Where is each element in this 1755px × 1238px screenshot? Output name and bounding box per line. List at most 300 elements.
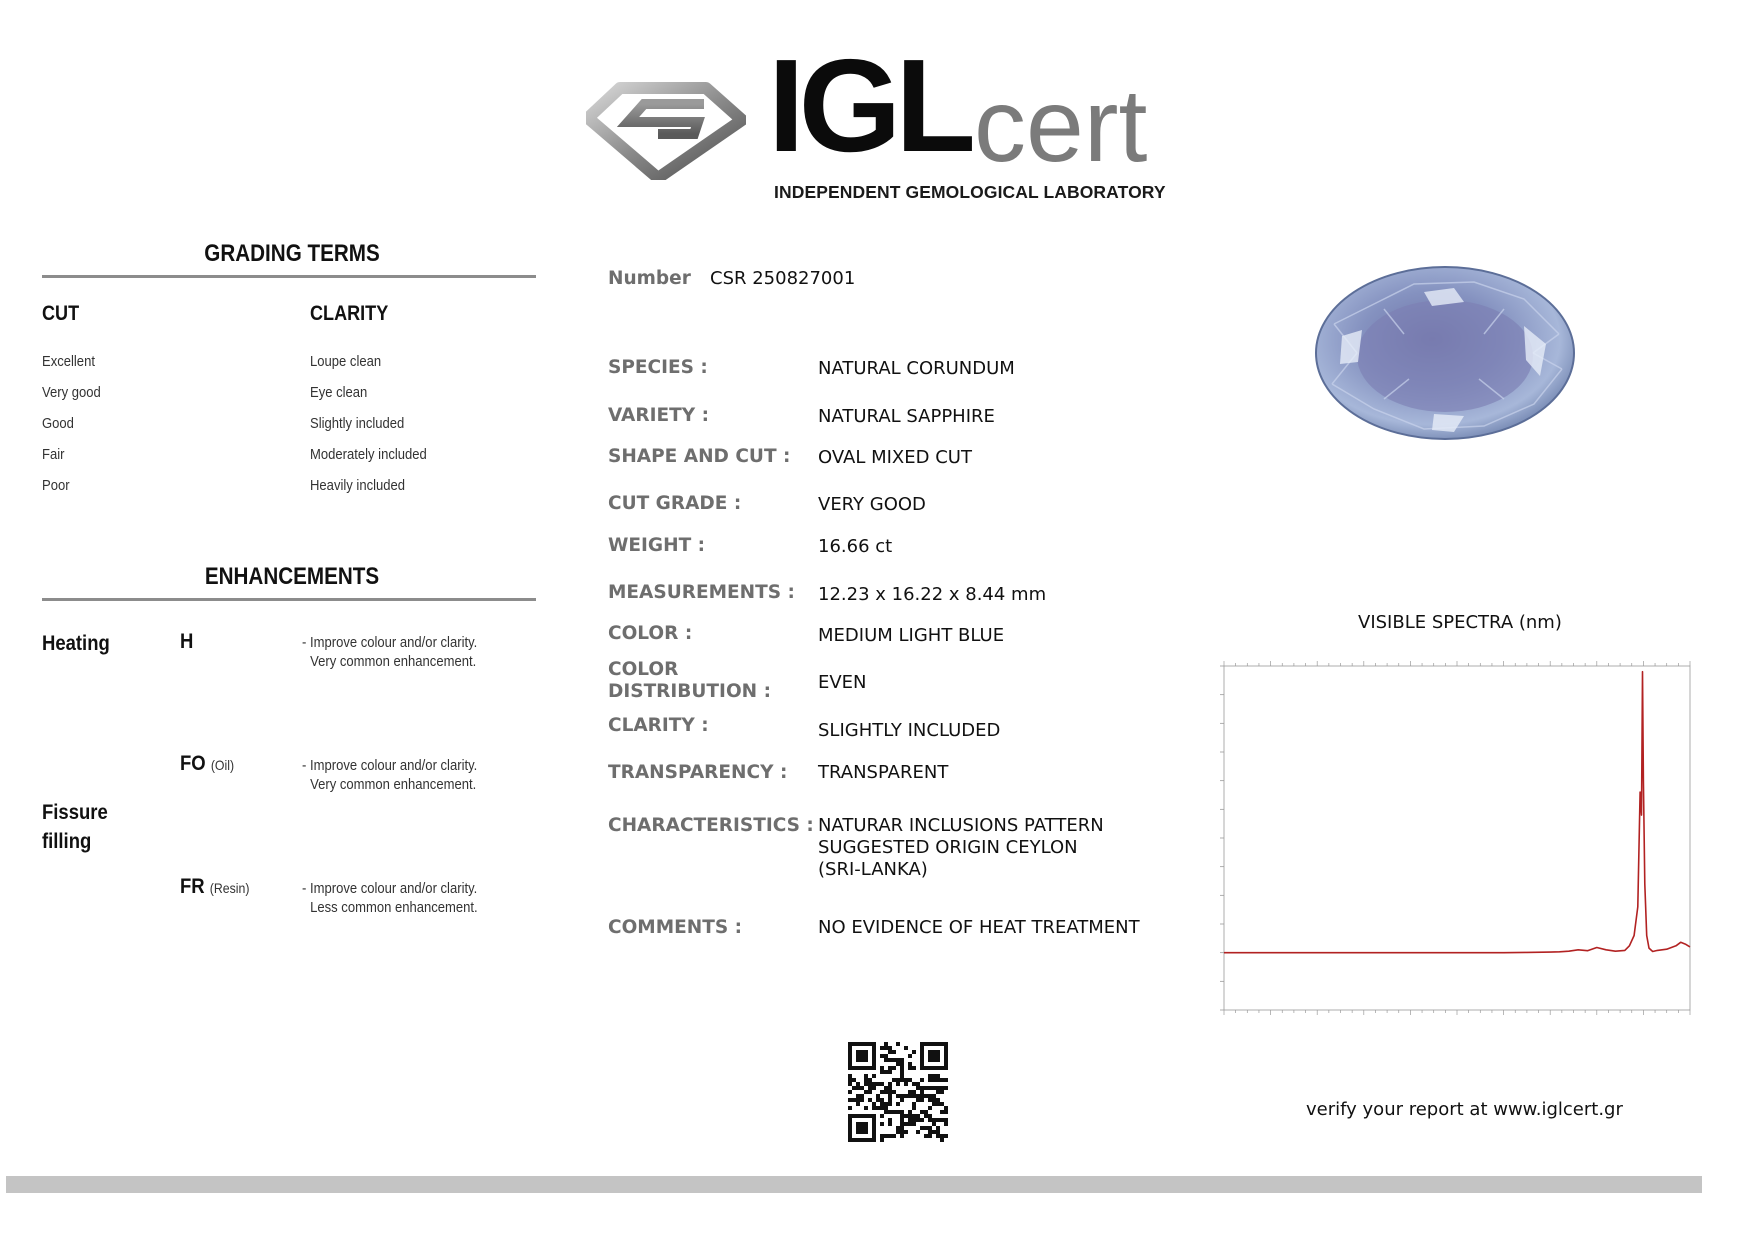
cut-grade-value: VERY GOOD <box>818 494 926 515</box>
qr-module <box>864 1074 868 1078</box>
qr-module <box>860 1094 864 1098</box>
qr-module <box>856 1130 860 1134</box>
qr-module <box>872 1046 876 1050</box>
qr-module <box>944 1062 948 1066</box>
measurements-label: MEASUREMENTS : <box>608 582 795 603</box>
qr-module <box>880 1134 884 1138</box>
qr-module <box>932 1130 936 1134</box>
qr-module <box>892 1110 896 1114</box>
qr-module <box>852 1042 856 1046</box>
qr-module <box>916 1098 920 1102</box>
qr-module <box>848 1078 852 1082</box>
qr-module <box>932 1042 936 1046</box>
qr-module <box>888 1082 892 1086</box>
qr-module <box>920 1050 924 1054</box>
qr-module <box>880 1106 884 1110</box>
qr-module <box>856 1058 860 1062</box>
fo-desc <box>302 757 477 795</box>
footer-bar <box>6 1176 1702 1193</box>
qr-module <box>848 1054 852 1058</box>
qr-module <box>912 1118 916 1122</box>
fissure-label-line: filling <box>42 830 92 853</box>
qr-module <box>936 1134 940 1138</box>
cut-grade-label: CUT GRADE : <box>608 493 742 514</box>
qr-module <box>944 1058 948 1062</box>
diamond-g-icon <box>586 82 746 180</box>
qr-module <box>884 1042 888 1046</box>
qr-module <box>872 1134 876 1138</box>
qr-module <box>856 1126 860 1130</box>
qr-module <box>880 1066 884 1070</box>
qr-module <box>920 1086 924 1090</box>
spectra-title: VISIBLE SPECTRA (nm) <box>1358 612 1562 633</box>
fo-desc-line: Very common enhancement. <box>310 777 477 793</box>
qr-module <box>892 1058 896 1062</box>
qr-module <box>872 1086 876 1090</box>
qr-module <box>888 1118 892 1122</box>
qr-module <box>848 1066 852 1070</box>
qr-module <box>928 1066 932 1070</box>
characteristics-value <box>818 815 1104 881</box>
fo-desc-line: - Improve colour and/or clarity. <box>302 758 478 774</box>
logo-cert-text: cert <box>974 68 1148 184</box>
heating-code: H <box>180 630 194 653</box>
qr-module <box>896 1094 900 1098</box>
qr-module <box>916 1094 920 1098</box>
qr-module <box>856 1066 860 1070</box>
qr-module <box>944 1134 948 1138</box>
qr-module <box>872 1082 876 1086</box>
qr-module <box>904 1082 908 1086</box>
qr-module <box>848 1082 852 1086</box>
cut-term: Poor <box>42 478 70 494</box>
qr-module <box>908 1094 912 1098</box>
qr-module <box>932 1094 936 1098</box>
qr-module <box>900 1070 904 1074</box>
heating-label: Heating <box>42 632 110 655</box>
qr-module <box>852 1098 856 1102</box>
qr-module <box>904 1078 908 1082</box>
logo-igl-text: IGL <box>768 32 970 179</box>
qr-module <box>856 1050 860 1054</box>
qr-module <box>940 1042 944 1046</box>
qr-module <box>932 1066 936 1070</box>
qr-module <box>868 1042 872 1046</box>
qr-module <box>944 1086 948 1090</box>
qr-module <box>924 1086 928 1090</box>
qr-module <box>908 1118 912 1122</box>
qr-module <box>896 1082 900 1086</box>
cut-term: Fair <box>42 447 65 463</box>
qr-module <box>904 1114 908 1118</box>
qr-module <box>920 1054 924 1058</box>
qr-module <box>932 1058 936 1062</box>
qr-module <box>940 1086 944 1090</box>
color-value: MEDIUM LIGHT BLUE <box>818 625 1005 646</box>
qr-module <box>944 1054 948 1058</box>
qr-module <box>892 1066 896 1070</box>
qr-module <box>936 1086 940 1090</box>
heating-desc-line: Very common enhancement. <box>310 654 477 670</box>
qr-module <box>924 1066 928 1070</box>
qr-module <box>940 1110 944 1114</box>
qr-module <box>936 1050 940 1054</box>
qr-module <box>900 1110 904 1114</box>
qr-module <box>900 1066 904 1070</box>
qr-module <box>900 1118 904 1122</box>
qr-module <box>896 1130 900 1134</box>
weight-label: WEIGHT : <box>608 535 706 556</box>
qr-module <box>884 1106 888 1110</box>
qr-module <box>904 1046 908 1050</box>
qr-module <box>924 1110 928 1114</box>
qr-module <box>864 1082 868 1086</box>
species-value: NATURAL CORUNDUM <box>818 358 1015 379</box>
qr-module <box>884 1054 888 1058</box>
qr-module <box>860 1114 864 1118</box>
qr-module <box>888 1086 892 1090</box>
qr-module <box>928 1050 932 1054</box>
qr-module <box>944 1122 948 1126</box>
qr-module <box>936 1058 940 1062</box>
qr-module <box>900 1094 904 1098</box>
characteristics-line: NATURAR INCLUSIONS PATTERN <box>818 815 1104 836</box>
qr-module <box>884 1134 888 1138</box>
qr-module <box>848 1058 852 1062</box>
qr-module <box>868 1078 872 1082</box>
qr-module <box>864 1122 868 1126</box>
color-distribution-label-line: COLOR <box>608 659 679 680</box>
qr-module <box>880 1138 884 1142</box>
variety-value: NATURAL SAPPHIRE <box>818 406 995 427</box>
qr-module <box>888 1046 892 1050</box>
qr-module <box>880 1046 884 1050</box>
shape-cut-label: SHAPE AND CUT : <box>608 446 791 467</box>
qr-module <box>888 1098 892 1102</box>
qr-module <box>888 1110 892 1114</box>
qr-module <box>868 1082 872 1086</box>
qr-module <box>920 1046 924 1050</box>
qr-module <box>932 1054 936 1058</box>
qr-module <box>888 1058 892 1062</box>
qr-module <box>872 1042 876 1046</box>
qr-module <box>880 1070 884 1074</box>
color-label: COLOR : <box>608 623 693 644</box>
qr-module <box>872 1054 876 1058</box>
qr-module <box>936 1078 940 1082</box>
qr-module <box>856 1086 860 1090</box>
qr-module <box>856 1094 860 1098</box>
qr-module <box>860 1042 864 1046</box>
qr-module <box>888 1070 892 1074</box>
qr-module <box>912 1102 916 1106</box>
qr-module <box>848 1138 852 1142</box>
qr-module <box>884 1058 888 1062</box>
qr-module <box>900 1058 904 1062</box>
qr-module <box>848 1114 852 1118</box>
qr-module <box>880 1098 884 1102</box>
qr-module <box>872 1106 876 1110</box>
qr-module <box>936 1074 940 1078</box>
species-label: SPECIES : <box>608 357 708 378</box>
qr-module <box>904 1094 908 1098</box>
qr-module <box>900 1062 904 1066</box>
qr-module <box>940 1066 944 1070</box>
qr-module <box>872 1074 876 1078</box>
fissure-label-line: Fissure <box>42 801 108 824</box>
fo-code <box>180 752 234 776</box>
qr-module <box>924 1126 928 1130</box>
qr-module <box>876 1098 880 1102</box>
qr-module <box>908 1090 912 1094</box>
qr-module <box>896 1102 900 1106</box>
qr-module <box>848 1098 852 1102</box>
qr-module <box>856 1082 860 1086</box>
qr-module <box>864 1042 868 1046</box>
qr-module <box>920 1090 924 1094</box>
qr-module <box>940 1090 944 1094</box>
spectra-chart <box>1194 654 1704 1030</box>
qr-module <box>848 1118 852 1122</box>
qr-module <box>936 1090 940 1094</box>
qr-module <box>924 1134 928 1138</box>
qr-module <box>856 1098 860 1102</box>
qr-module <box>896 1110 900 1114</box>
qr-module <box>932 1074 936 1078</box>
fr-code-text: FR <box>180 875 205 898</box>
qr-module <box>864 1106 868 1110</box>
qr-module <box>876 1094 880 1098</box>
qr-module <box>880 1114 884 1118</box>
qr-module <box>932 1098 936 1102</box>
qr-module <box>848 1126 852 1130</box>
qr-module <box>920 1098 924 1102</box>
weight-value: 16.66 ct <box>818 536 893 557</box>
report-number-label: Number <box>608 268 691 289</box>
qr-module <box>880 1122 884 1126</box>
qr-module <box>916 1118 920 1122</box>
qr-module <box>860 1130 864 1134</box>
qr-module <box>936 1118 940 1122</box>
characteristics-label: CHARACTERISTICS : <box>608 815 814 836</box>
qr-module <box>848 1090 852 1094</box>
spectra-series-line <box>1224 672 1690 953</box>
gem-photo <box>1314 264 1576 444</box>
qr-module <box>872 1122 876 1126</box>
qr-module <box>900 1074 904 1078</box>
shape-cut-value: OVAL MIXED CUT <box>818 447 972 468</box>
qr-module <box>900 1078 904 1082</box>
qr-module <box>928 1134 932 1138</box>
cut-term: Very good <box>42 385 101 401</box>
qr-module <box>924 1042 928 1046</box>
grading-terms-title: GRADING TERMS <box>204 240 380 267</box>
qr-module <box>924 1094 928 1098</box>
qr-module <box>916 1130 920 1134</box>
qr-module <box>940 1138 944 1142</box>
fr-note: (Resin) <box>209 880 250 896</box>
fr-desc <box>302 880 478 918</box>
qr-module <box>940 1118 944 1122</box>
qr-module <box>920 1126 924 1130</box>
color-distribution-label-line: DISTRIBUTION : <box>608 681 771 702</box>
qr-module <box>864 1114 868 1118</box>
qr-module <box>928 1094 932 1098</box>
fr-desc-line: - Improve colour and/or clarity. <box>302 881 478 897</box>
qr-module <box>944 1078 948 1082</box>
qr-module <box>944 1066 948 1070</box>
qr-module <box>936 1054 940 1058</box>
qr-module <box>888 1050 892 1054</box>
qr-module <box>880 1054 884 1058</box>
qr-module <box>868 1098 872 1102</box>
transparency-label: TRANSPARENCY : <box>608 762 788 783</box>
qr-code-icon[interactable] <box>848 1041 948 1143</box>
qr-module <box>932 1102 936 1106</box>
qr-module <box>860 1050 864 1054</box>
qr-module <box>908 1114 912 1118</box>
qr-module <box>872 1138 876 1142</box>
qr-module <box>872 1050 876 1054</box>
qr-module <box>912 1106 916 1110</box>
qr-module <box>888 1066 892 1070</box>
qr-module <box>932 1078 936 1082</box>
qr-module <box>848 1042 852 1046</box>
lab-subtitle: INDEPENDENT GEMOLOGICAL LABORATORY <box>774 182 1166 202</box>
qr-module <box>848 1062 852 1066</box>
qr-module <box>852 1138 856 1142</box>
qr-module <box>928 1126 932 1130</box>
qr-module <box>928 1042 932 1046</box>
qr-module <box>888 1090 892 1094</box>
qr-module <box>860 1138 864 1142</box>
qr-module <box>884 1090 888 1094</box>
qr-module <box>936 1066 940 1070</box>
qr-module <box>932 1122 936 1126</box>
cut-header: CUT <box>42 302 80 325</box>
qr-module <box>940 1078 944 1082</box>
qr-module <box>876 1082 880 1086</box>
qr-module <box>900 1134 904 1138</box>
qr-module <box>900 1122 904 1126</box>
qr-module <box>912 1094 916 1098</box>
qr-module <box>864 1058 868 1062</box>
qr-module <box>928 1098 932 1102</box>
qr-module <box>864 1078 868 1082</box>
clarity-value: SLIGHTLY INCLUDED <box>818 720 1001 741</box>
qr-module <box>856 1042 860 1046</box>
enhancements-rule <box>42 598 536 601</box>
qr-module <box>856 1054 860 1058</box>
qr-module <box>888 1122 892 1126</box>
qr-module <box>856 1114 860 1118</box>
qr-module <box>892 1078 896 1082</box>
qr-module <box>896 1126 900 1130</box>
qr-module <box>864 1126 868 1130</box>
qr-module <box>864 1054 868 1058</box>
qr-module <box>872 1058 876 1062</box>
qr-module <box>912 1082 916 1086</box>
qr-module <box>868 1066 872 1070</box>
qr-module <box>872 1062 876 1066</box>
qr-module <box>852 1086 856 1090</box>
fo-note: (Oil) <box>210 757 235 773</box>
verify-link[interactable]: verify your report at www.iglcert.gr <box>1306 1099 1623 1120</box>
color-distribution-value: EVEN <box>818 672 867 693</box>
qr-module <box>944 1050 948 1054</box>
qr-module <box>880 1102 884 1106</box>
qr-module <box>936 1102 940 1106</box>
qr-module <box>912 1066 916 1070</box>
enhancements-title: ENHANCEMENTS <box>204 563 380 590</box>
qr-module <box>928 1118 932 1122</box>
qr-module <box>900 1114 904 1118</box>
transparency-value: TRANSPARENT <box>818 762 949 783</box>
qr-module <box>856 1102 860 1106</box>
qr-module <box>848 1046 852 1050</box>
qr-module <box>884 1070 888 1074</box>
qr-module <box>888 1102 892 1106</box>
qr-module <box>928 1074 932 1078</box>
qr-module <box>912 1122 916 1126</box>
qr-module <box>904 1122 908 1126</box>
qr-module <box>864 1090 868 1094</box>
characteristics-line: (SRI-LANKA) <box>818 859 928 880</box>
qr-module <box>920 1058 924 1062</box>
qr-module <box>872 1130 876 1134</box>
qr-module <box>860 1058 864 1062</box>
qr-module <box>892 1090 896 1094</box>
qr-module <box>848 1074 852 1078</box>
qr-module <box>872 1118 876 1122</box>
qr-module <box>856 1122 860 1126</box>
qr-module <box>848 1130 852 1134</box>
chart-plot-frame <box>1224 666 1690 1010</box>
color-distribution-label <box>608 659 771 703</box>
qr-module <box>928 1058 932 1062</box>
qr-module <box>896 1058 900 1062</box>
qr-module <box>892 1050 896 1054</box>
qr-module <box>884 1046 888 1050</box>
qr-module <box>904 1130 908 1134</box>
qr-module <box>852 1114 856 1118</box>
qr-module <box>860 1066 864 1070</box>
qr-module <box>936 1126 940 1130</box>
qr-module <box>884 1110 888 1114</box>
qr-module <box>920 1066 924 1070</box>
qr-module <box>864 1050 868 1054</box>
qr-module <box>860 1126 864 1130</box>
qr-module <box>932 1050 936 1054</box>
clarity-term: Eye clean <box>310 385 368 401</box>
qr-module <box>872 1102 876 1106</box>
qr-module <box>944 1046 948 1050</box>
qr-module <box>896 1062 900 1066</box>
qr-module <box>852 1078 856 1082</box>
qr-module <box>908 1122 912 1126</box>
heating-desc <box>302 634 477 672</box>
qr-module <box>848 1106 852 1110</box>
qr-module <box>928 1086 932 1090</box>
qr-module <box>860 1122 864 1126</box>
qr-module <box>900 1130 904 1134</box>
qr-module <box>920 1062 924 1066</box>
qr-module <box>848 1134 852 1138</box>
clarity-term: Slightly included <box>310 416 405 432</box>
qr-module <box>940 1134 944 1138</box>
qr-module <box>908 1066 912 1070</box>
qr-module <box>912 1090 916 1094</box>
